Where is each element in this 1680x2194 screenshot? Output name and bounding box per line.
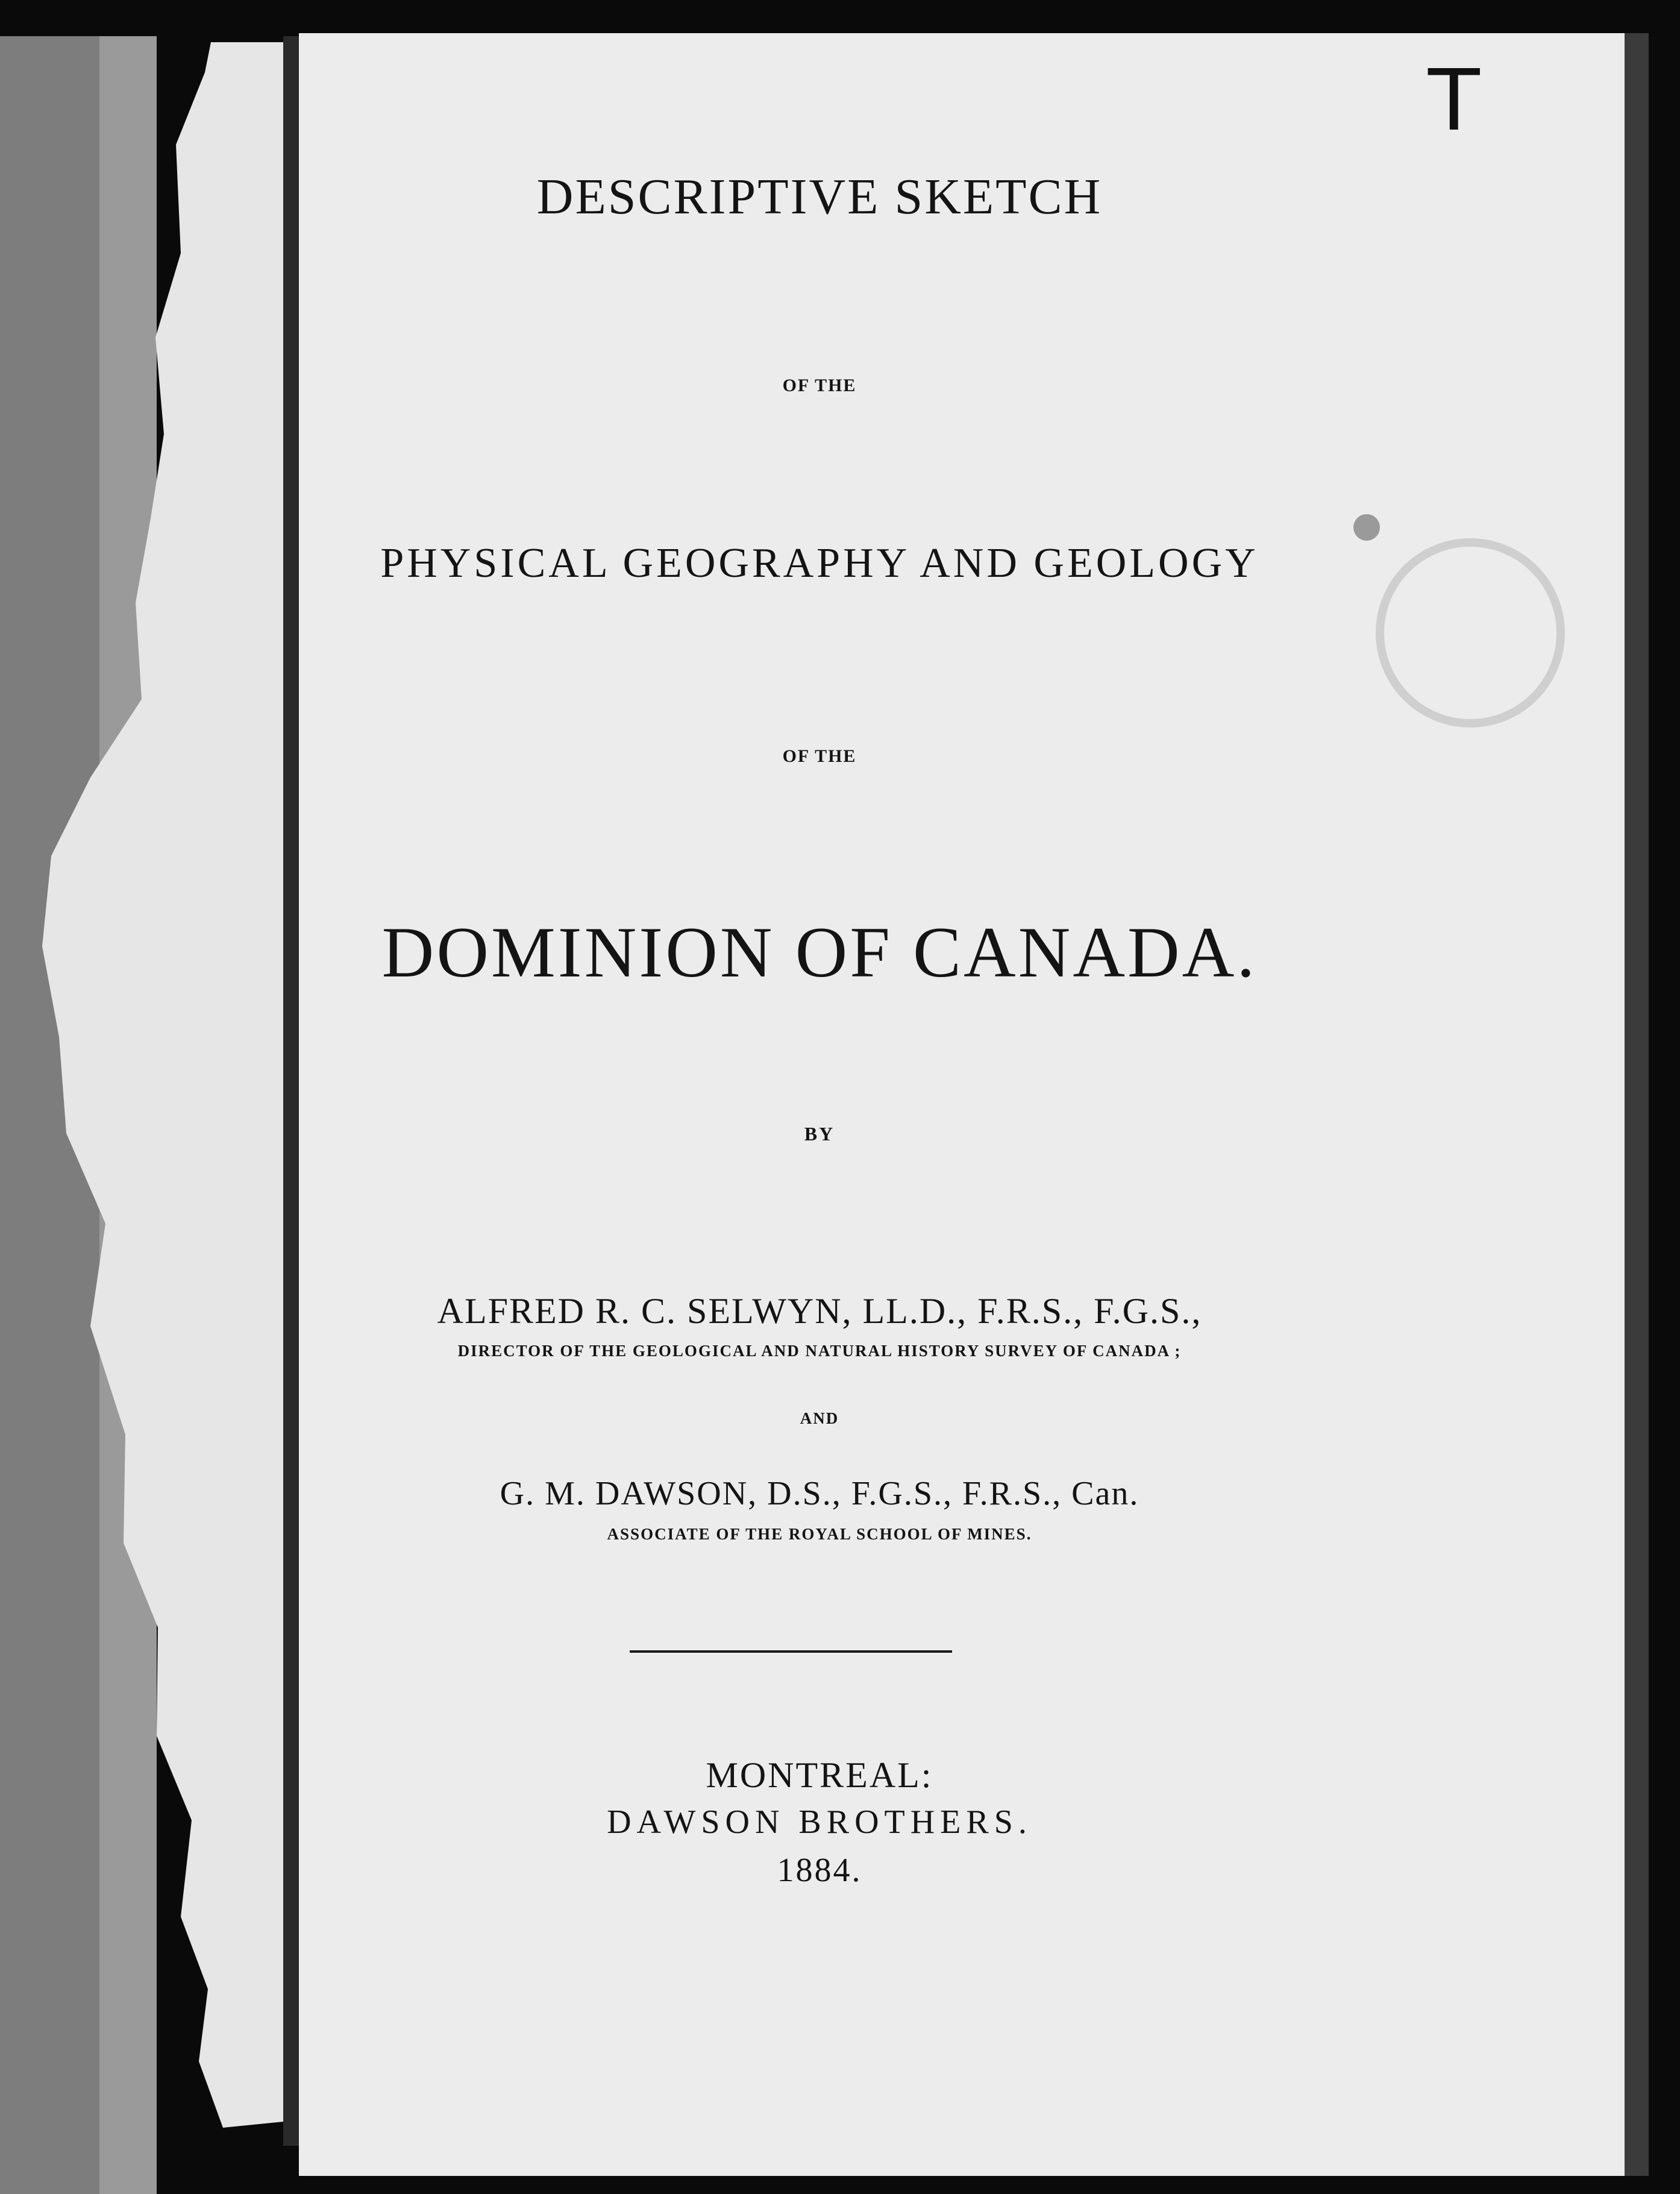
connector-of-the-1: OF THE <box>782 376 857 395</box>
connector-of-the-2: OF THE <box>782 746 857 766</box>
author-2-role: ASSOCIATE OF THE ROYAL SCHOOL OF MINES. <box>607 1525 1032 1543</box>
title-line-2: PHYSICAL GEOGRAPHY AND GEOLOGY <box>380 540 1259 586</box>
author-2-name: G. M. DAWSON, D.S., F.G.S., F.R.S., Can. <box>500 1475 1139 1512</box>
gutter-shadow <box>283 36 299 2146</box>
corner-mark: T <box>1428 52 1480 150</box>
imprint-city: MONTREAL: <box>706 1755 933 1795</box>
and-connector: AND <box>800 1409 839 1427</box>
author-1-name: ALFRED R. C. SELWYN, LL.D., F.R.S., F.G.S., <box>437 1291 1202 1331</box>
title-line-1: DESCRIPTIVE SKETCH <box>536 169 1103 225</box>
right-edge-shadow <box>1625 33 1649 2176</box>
author-1-role: DIRECTOR OF THE GEOLOGICAL AND NATURAL HISTORY SURVEY OF CANADA ; <box>457 1342 1182 1360</box>
imprint-year: 1884. <box>777 1852 862 1889</box>
title-line-3: DOMINION OF CANADA. <box>381 912 1258 992</box>
imprint-publisher: DAWSON BROTHERS. <box>607 1803 1032 1841</box>
horizontal-rule <box>630 1650 952 1653</box>
byline: BY <box>804 1123 835 1145</box>
ink-spot <box>1353 514 1380 541</box>
